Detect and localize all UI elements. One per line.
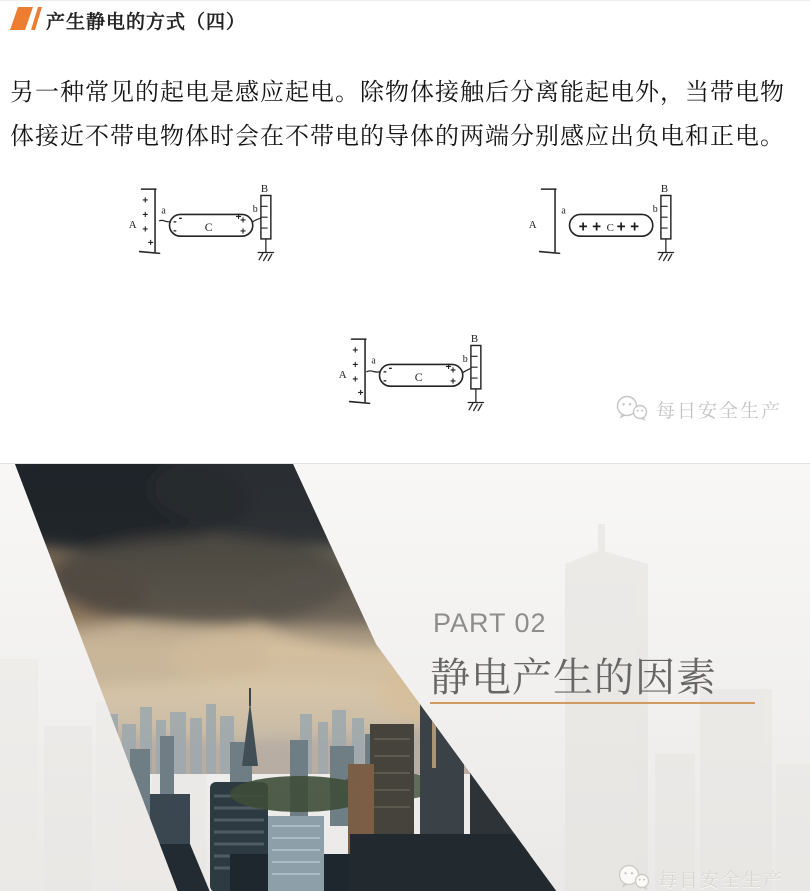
plate-a: [529, 189, 560, 253]
plus-sign: +: [450, 376, 456, 387]
label-plate-a: A: [339, 369, 347, 381]
orange-slash-icon: [8, 6, 44, 33]
minus-sign: -: [173, 215, 177, 227]
body-paragraph: [10, 71, 810, 159]
watermark-text: 每日安全生产: [656, 396, 782, 423]
plus-sign: +: [446, 362, 452, 373]
wire-left: [367, 371, 380, 372]
plus-sign: +: [617, 219, 626, 236]
section-divider-title: 静电产生的因素: [430, 646, 717, 703]
minus-sign: -: [179, 212, 183, 224]
minus-sign: -: [383, 365, 387, 377]
label-plate-b: B: [471, 333, 478, 345]
watermark: [614, 393, 782, 425]
label-lead-b: b: [463, 354, 468, 365]
ground-symbol: [258, 239, 273, 261]
label-lead-a: a: [561, 206, 566, 217]
plus-sign: +: [358, 388, 364, 399]
plus-sign: +: [240, 216, 246, 227]
wire-left: [160, 220, 170, 222]
ground-symbol: [658, 239, 673, 261]
label-lead-b: b: [253, 204, 258, 215]
body-line-2: 体接近不带电物体时会在不带电的导体的两端分别感应出负电和正电。: [10, 115, 810, 159]
ground-symbol: [468, 389, 483, 411]
wire-right: [463, 368, 471, 373]
diagram-induction-1: [126, 181, 280, 276]
part-label: PART 02: [433, 608, 547, 639]
grounded-plate-b: [258, 183, 273, 261]
plus-sign: +: [352, 360, 358, 371]
plus-sign: +: [142, 225, 148, 236]
charged-plate-a: [339, 339, 370, 403]
plus-sign: +: [592, 219, 601, 236]
plus-sign: +: [142, 210, 148, 221]
slash-big: [10, 7, 33, 30]
section-title: 产生静电的方式（四）: [46, 7, 246, 34]
plus-sign: +: [236, 212, 242, 223]
label-plate-b: B: [661, 183, 668, 195]
conductor-c: [170, 212, 253, 238]
conductor-c: [380, 362, 463, 388]
minus-sign: -: [383, 374, 387, 386]
label-conductor-c: C: [415, 371, 423, 384]
slash-thin: [31, 7, 42, 30]
body-line-1: 另一种常见的起电是感应起电。除物体接触后分离能起电外，当带电物: [10, 71, 810, 115]
plus-sign: +: [352, 375, 358, 386]
label-lead-a: a: [371, 356, 376, 367]
label-plate-a: A: [129, 219, 137, 231]
chat-bubbles-icon: [616, 862, 654, 891]
wire-right: [253, 218, 261, 222]
watermark: [616, 862, 784, 891]
grounded-plate-b: [468, 333, 483, 411]
conductor-c: [570, 214, 653, 236]
charged-plate-a: [129, 189, 160, 253]
header: [8, 6, 44, 38]
plus-sign: +: [352, 346, 358, 357]
label-plate-b: B: [261, 183, 268, 195]
plus-sign: +: [240, 226, 246, 237]
plus-sign: +: [450, 366, 456, 377]
slide-2-section-divider: [0, 463, 810, 891]
watermark-text: 每日安全生产: [658, 865, 784, 891]
minus-sign: -: [173, 224, 177, 236]
label-lead-b: b: [653, 204, 658, 215]
chat-bubbles-icon: [614, 393, 652, 425]
plus-sign: +: [142, 196, 148, 207]
label-plate-a: A: [529, 219, 537, 231]
plus-sign: +: [630, 219, 639, 236]
label-conductor-c: C: [607, 222, 614, 234]
label-lead-a: a: [161, 206, 166, 217]
label-conductor-c: C: [205, 221, 213, 234]
diagram-induction-2: [526, 181, 680, 276]
diagram-induction-3: [336, 331, 490, 426]
accent-underline: [430, 702, 755, 704]
plus-sign: +: [148, 238, 154, 249]
grounded-plate-b: [658, 183, 673, 261]
plus-sign: +: [579, 219, 588, 236]
minus-sign: -: [389, 362, 393, 374]
slide-1: [0, 1, 810, 449]
